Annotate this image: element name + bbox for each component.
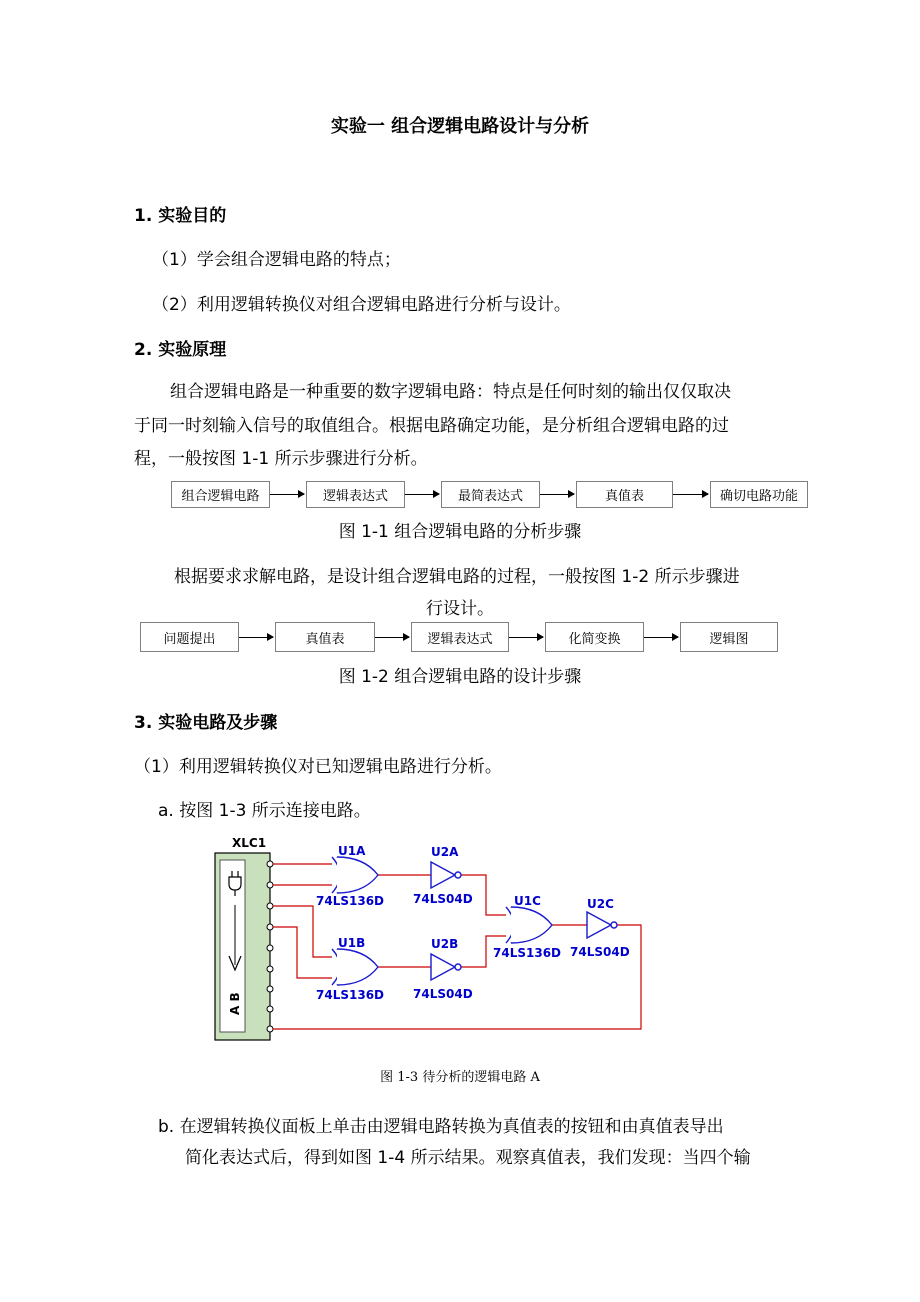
flow1-arrow-1 xyxy=(270,494,304,495)
xor-gate-u1a[interactable] xyxy=(332,857,378,893)
flow2-arrow-4 xyxy=(644,637,678,638)
xor-gate-u1c[interactable] xyxy=(506,907,552,943)
principle-para2-line2: 行设计。 xyxy=(426,599,494,619)
flow1-arrow-2 xyxy=(405,494,439,495)
gate-ref-u2c: U2C xyxy=(587,897,614,911)
not-gate-u2c[interactable] xyxy=(587,912,617,938)
page-title: 实验一 组合逻辑电路设计与分析 xyxy=(330,116,590,137)
figure-1-1-caption: 图 1-1 组合逻辑电路的分析步骤 xyxy=(338,522,582,542)
gate-part-u2c: 74LS04D xyxy=(570,945,630,959)
flow2-step-2: 真值表 xyxy=(275,622,375,652)
flow2-arrow-3 xyxy=(509,637,543,638)
gate-part-u2a: 74LS04D xyxy=(413,892,473,906)
flow1-step-3: 最简表达式 xyxy=(441,481,540,508)
flow2-step-4: 化简变换 xyxy=(545,622,644,652)
principle-para1-line2: 于同一时刻输入信号的取值组合。根据电路确定功能，是分析组合逻辑电路的过 xyxy=(134,416,729,436)
figure-1-3-caption: 图 1-3 待分析的逻辑电路 A xyxy=(380,1070,540,1085)
instrument-pins xyxy=(267,861,273,1032)
gate-part-u2b: 74LS04D xyxy=(413,987,473,1001)
section-heading-3: 3. 实验电路及步骤 xyxy=(134,713,278,733)
logic-circuit-diagram xyxy=(200,830,660,1050)
gate-ref-u1a: U1A xyxy=(338,844,366,858)
gate-part-u1c: 74LS136D xyxy=(493,946,561,960)
flow1-step-1: 组合逻辑电路 xyxy=(171,481,270,508)
objective-item-2: （2）利用逻辑转换仪对组合逻辑电路进行分析与设计。 xyxy=(152,295,571,315)
procedure-step-a: a. 按图 1-3 所示连接电路。 xyxy=(158,801,371,821)
principle-para2-line1: 根据要求求解电路，是设计组合逻辑电路的过程，一般按图 1-2 所示步骤进 xyxy=(174,567,740,587)
procedure-step-b-line2: 简化表达式后，得到如图 1-4 所示结果。观察真值表，我们发现：当四个输 xyxy=(185,1148,751,1168)
flow2-arrow-2 xyxy=(375,637,409,638)
objective-item-1: （1）学会组合逻辑电路的特点； xyxy=(152,250,401,270)
flow1-step-5: 确切电路功能 xyxy=(710,481,808,508)
flow1-arrow-4 xyxy=(673,494,708,495)
instrument-label: XLC1 xyxy=(232,836,267,850)
not-gate-u2a[interactable] xyxy=(431,862,461,888)
principle-para1-line3: 程，一般按图 1-1 所示步骤进行分析。 xyxy=(134,449,428,469)
procedure-sub1: （1）利用逻辑转换仪对已知逻辑电路进行分析。 xyxy=(134,757,502,777)
xor-gate-u1b[interactable] xyxy=(332,949,378,985)
gate-part-u1b: 74LS136D xyxy=(316,988,384,1002)
flow2-step-3: 逻辑表达式 xyxy=(411,622,509,652)
principle-para1-line1: 组合逻辑电路是一种重要的数字逻辑电路：特点是任何时刻的输出仅仅取决 xyxy=(170,382,731,402)
figure-1-2-caption: 图 1-2 组合逻辑电路的设计步骤 xyxy=(338,667,582,687)
gate-ref-u1c: U1C xyxy=(514,894,541,908)
panel-label: A B xyxy=(228,992,242,1015)
flow2-step-1: 问题提出 xyxy=(140,622,239,652)
procedure-step-b-line1: b. 在逻辑转换仪面板上单击由逻辑电路转换为真值表的按钮和由真值表导出 xyxy=(158,1117,724,1137)
flow2-step-5: 逻辑图 xyxy=(680,622,778,652)
gate-ref-u2b: U2B xyxy=(431,937,459,951)
section-heading-1: 1. 实验目的 xyxy=(134,206,227,226)
section-heading-2: 2. 实验原理 xyxy=(134,340,227,360)
flow1-step-2: 逻辑表达式 xyxy=(306,481,405,508)
gate-part-u1a: 74LS136D xyxy=(316,894,384,908)
gate-ref-u2a: U2A xyxy=(431,845,459,859)
flow1-arrow-3 xyxy=(540,494,574,495)
not-gate-u2b[interactable] xyxy=(431,954,461,980)
gate-ref-u1b: U1B xyxy=(338,936,366,950)
flow2-arrow-1 xyxy=(239,637,273,638)
flow1-step-4: 真值表 xyxy=(576,481,673,508)
